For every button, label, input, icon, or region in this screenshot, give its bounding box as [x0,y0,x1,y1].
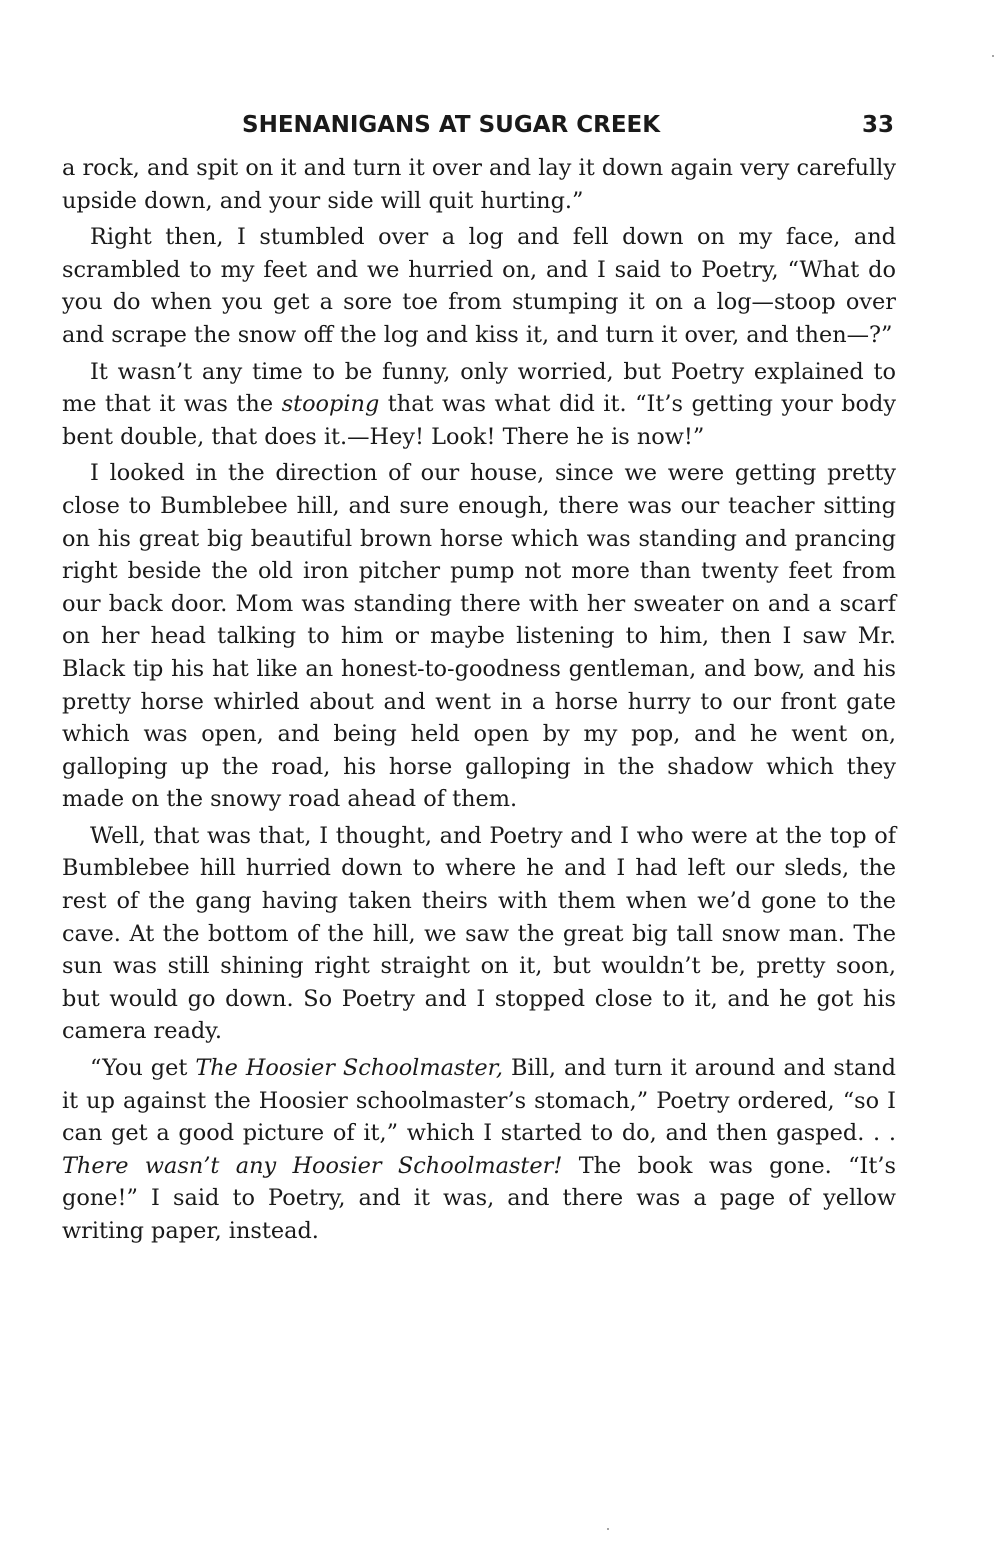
body-text [62,152,896,1248]
paragraph-3-italic: stooping [281,391,380,418]
scan-speck [607,1528,609,1530]
paragraph-3-text-a: It wasn’t any time to be funny, only worried, but Poetry explained to me that it was the [62,358,896,418]
page-number: 33 [861,112,894,138]
paragraph-5: Well, that was that, I thought, and Poetry and I who were at the top of Bumblebee hill hurried down to where he and I had left our sleds, the rest of the gang having taken theirs with them when we’d gone to the cave. At the bottom of the hill, we saw the great big tall snow man. The sun was still shining right straight on it, but wouldn’t be, pretty soon, but would go down. So Poetry and I stopped close to it, and he got his camera ready. [62,822,896,1045]
paragraph-3 [62,356,896,454]
paragraph-6-text-e: The book was gone. “It’s gone!” I said to Poetry, and it was, and there was a page of yellow writing paper, instead. [62,1152,896,1244]
paragraph-4: I looked in the direction of our house, since we were getting pretty close to Bumblebee hill, and sure enough, there was our teacher sitting on his great big beautiful brown horse which was standing and prancing right beside the old iron pitcher pump not more than twenty feet from our back door. Mom was standing there with her sweater on and a scarf on her head talking to him or maybe listening to him, then I saw Mr. Black tip his hat like an honest-to-goodness gentleman, and bow, and his pretty horse whirled about and went in a horse hurry to our front gate which was open, and being held open by my pop, and he went on, galloping up the road, his horse galloping in the shadow which they made on the snowy road ahead of them. [62,460,896,813]
paragraph-6-italic-exclamation: There wasn’t any Hoosier Schoolmaster! [62,1152,563,1179]
paragraph-6-book-title: The Hoosier Schoolmaster, [195,1055,504,1082]
running-title: SHENANIGANS AT SUGAR CREEK [242,112,661,138]
running-header [62,112,896,152]
paragraph-6 [62,1052,896,1248]
paragraph-2: Right then, I stumbled over a log and fell down on my face, and scrambled to my feet and we hurried on, and I said to Poetry, “What do you do when you get a sore toe from stumping it on a log—stoop over and scrape the snow off the log and kiss it, and turn it over, and then—?” [62,224,896,348]
paragraph-6-text-c: Bill, and turn it around and stand it up against the Hoosier schoolmaster’s stomach,” Poetry ordered, “so I can get a good picture of it,” which I started to do, and then gasped. . . [62,1055,896,1147]
scan-speck [992,55,994,57]
paragraph-1: a rock, and spit on it and turn it over and lay it down again very carefully upside down, and your side will quit hurting.” [62,155,896,214]
paragraph-3-text-c: that was what did it. “It’s getting your body bent double, that does it.—Hey! Look! There he is now!” [62,391,896,450]
paragraph-6-text-a: “You get [90,1055,196,1082]
book-page [62,112,896,1252]
